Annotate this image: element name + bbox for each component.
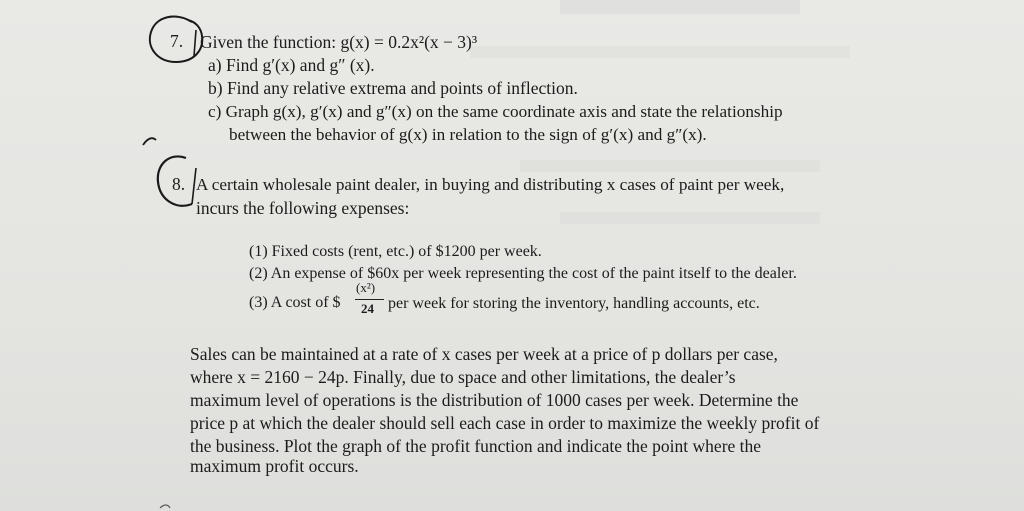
problem-8-body-line-3: maximum level of operations is the distribution of 1000 cases per week. Determine the [190,390,799,410]
problem-7-stem: Given the function: g(x) = 0.2x²(x − 3)³ [200,32,478,52]
handwritten-circle-8 [158,156,192,205]
handwritten-tick [143,138,156,145]
problem-7-part-a: a) Find g′(x) and g″ (x). [208,55,375,75]
expense-3-prefix: (3) A cost of $ [249,294,341,311]
stray-mark [160,505,170,508]
problem-8-intro-line1: A certain wholesale paint dealer, in buying and distributing x cases of paint per week, [196,175,785,194]
problem-8-body-line-5: the business. Plot the graph of the profit function and indicate the point where the [190,436,762,456]
expense-2: (2) An expense of $60x per week representing the cost of the paint itself to the dealer. [249,265,797,282]
expense-1: (1) Fixed costs (rent, etc.) of $1200 per week. [249,243,542,260]
problem-7-part-b: b) Find any relative extrema and points of inflection. [208,78,578,98]
problem-7-part-c-line1: c) Graph g(x), g′(x) and g″(x) on the same coordinate axis and state the relationship [208,102,783,121]
expense-3-suffix: per week for storing the inventory, handling accounts, etc. [388,295,760,312]
handwritten-bracket-8 [192,168,196,204]
problem-8-number: 8. [172,174,186,194]
expense-3-numerator: (x²) [356,280,376,295]
problem-7-part-c-line2: between the behavior of g(x) in relation to the sign of g′(x) and g″(x). [229,125,707,144]
problem-8-intro-line2: incurs the following expenses: [196,198,410,218]
problem-8-body-line-2: where x = 2160 − 24p. Finally, due to space and other limitations, the dealer’s [190,367,736,387]
handwritten-bracket-7 [194,30,196,56]
problem-8-body-line-4: price p at which the dealer should sell each case in order to maximize the weekly profit of [190,413,820,433]
problem-8-body-line-1: Sales can be maintained at a rate of x cases per week at a price of p dollars per case, [190,344,778,364]
problem-7-number: 7. [170,31,184,51]
problem-8-body-line-6: maximum profit occurs. [190,456,359,476]
expense-3-denominator: 24 [361,301,374,316]
